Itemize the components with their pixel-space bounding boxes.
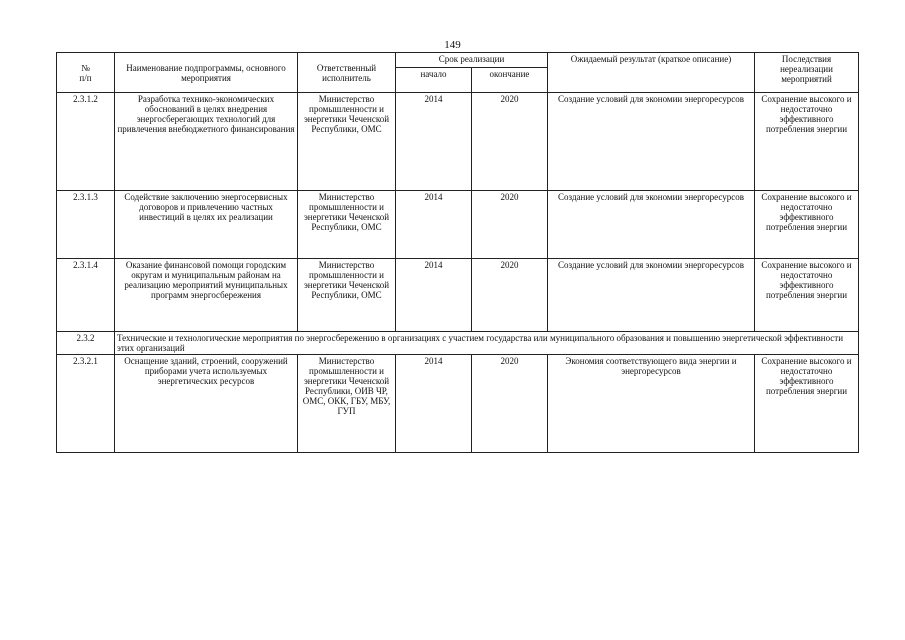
page-number: 149 xyxy=(444,39,461,51)
header-start: начало xyxy=(396,68,472,93)
row-num: 2.3.1.4 xyxy=(57,259,115,332)
row-executor: Министерство промышленности и энергетики Чеченской Республики, ОМС xyxy=(298,93,396,191)
row-result: Создание условий для экономии энергоресурсов xyxy=(548,93,755,191)
row-end: 2020 xyxy=(472,93,548,191)
row-end: 2020 xyxy=(472,355,548,453)
header-end: окончание xyxy=(472,68,548,93)
row-result: Создание условий для экономии энергоресурсов xyxy=(548,259,755,332)
section-row xyxy=(57,332,859,355)
row-name: Разработка технико-экономических обоснований в целях внедрения энергосберегающих технологий для привлечения внебюджетного финансирования xyxy=(115,93,298,191)
header-result: Ожидаемый результат (краткое описание) xyxy=(548,53,755,93)
row-executor: Министерство промышленности и энергетики Чеченской Республики, ОИВ ЧР, ОМС, ОКК, ГБУ, МБУ, ГУП xyxy=(298,355,396,453)
row-name: Содействие заключению энергосервисных договоров и привлечению частных инвестиций в целях их реализации xyxy=(115,191,298,259)
row-num: 2.3.2.1 xyxy=(57,355,115,453)
row-result: Создание условий для экономии энергоресурсов xyxy=(548,191,755,259)
row-name: Оснащение зданий, строений, сооружений приборами учета используемых энергетических ресурсов xyxy=(115,355,298,453)
row-num: 2.3.1.2 xyxy=(57,93,115,191)
row-executor: Министерство промышленности и энергетики Чеченской Республики, ОМС xyxy=(298,191,396,259)
header-name: Наименование подпрограммы, основного мероприятия xyxy=(115,53,298,93)
header-executor: Ответственный исполнитель xyxy=(298,53,396,93)
table-row xyxy=(57,191,859,259)
row-start: 2014 xyxy=(396,93,472,191)
table-row xyxy=(57,93,859,191)
row-start: 2014 xyxy=(396,355,472,453)
header-period: Срок реализации xyxy=(396,53,548,68)
row-consequences: Сохранение высокого и недостаточно эффективного потребления энергии xyxy=(755,259,859,332)
row-name: Оказание финансовой помощи городским округам и муниципальным районам на реализацию мероприятий муниципальных программ энергосбережения xyxy=(115,259,298,332)
row-consequences: Сохранение высокого и недостаточно эффективного потребления энергии xyxy=(755,355,859,453)
table-row xyxy=(57,259,859,332)
table-row xyxy=(57,355,859,453)
header-row xyxy=(57,53,859,68)
row-end: 2020 xyxy=(472,259,548,332)
header-consequences: Последствия нереализации мероприятий xyxy=(755,53,859,93)
row-num: 2.3.1.3 xyxy=(57,191,115,259)
row-consequences: Сохранение высокого и недостаточно эффективного потребления энергии xyxy=(755,93,859,191)
header-num: № п/п xyxy=(57,53,115,93)
row-end: 2020 xyxy=(472,191,548,259)
row-consequences: Сохранение высокого и недостаточно эффективного потребления энергии xyxy=(755,191,859,259)
measures-table xyxy=(56,52,859,453)
section-num: 2.3.2 xyxy=(57,332,115,355)
row-result: Экономия соответствующего вида энергии и энергоресурсов xyxy=(548,355,755,453)
row-start: 2014 xyxy=(396,259,472,332)
row-start: 2014 xyxy=(396,191,472,259)
row-executor: Министерство промышленности и энергетики Чеченской Республики, ОМС xyxy=(298,259,396,332)
section-title: Технические и технологические мероприятия по энергосбережению в организациях с участием государства или муниципального образования и повышению энергетической эффективности этих организаций xyxy=(115,332,859,355)
